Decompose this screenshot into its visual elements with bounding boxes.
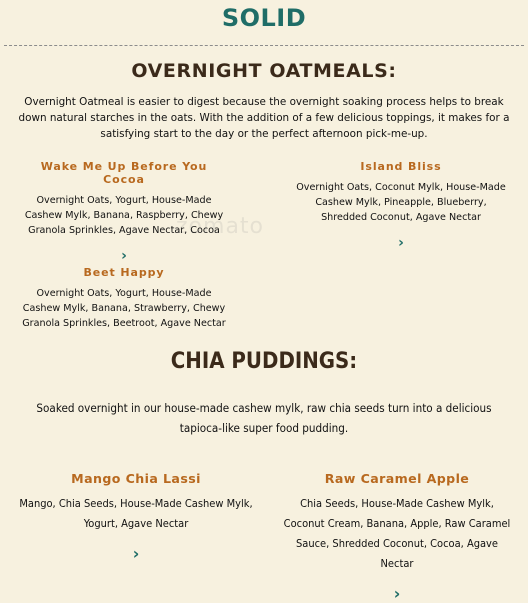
oatmeals-section-title: OVERNIGHT OATMEALS:: [131, 60, 397, 82]
menu-item-mango-chia-lassi: [16, 471, 256, 563]
menu-item-ingredients: Chia Seeds, House-Made Cashew Mylk, Coconut Cream, Banana, Apple, Raw Caramel Sauce, Shredded Coconut, Cocoa, Agave Nectar: [283, 497, 511, 570]
menu-item-name: Wake Me Up Before You Cocoa: [40, 160, 208, 186]
menu-item-island-bliss: [292, 160, 510, 251]
watermark: zomato: [176, 214, 265, 239]
menu-item-name: Beet Happy: [83, 266, 165, 279]
menu-item-ingredients: Mango, Chia Seeds, House-Made Cashew Mylk, Yogurt, Agave Nectar: [19, 497, 253, 530]
page-title: SOLID: [221, 4, 307, 32]
chevron-right-icon[interactable]: ›: [393, 584, 401, 603]
menu-item-ingredients: Overnight Oats, Coconut Mylk, House-Made Cashew Mylk, Pineapple, Blueberry, Shredded Coconut, Agave Nectar: [296, 182, 506, 223]
menu-item-name: Island Bliss: [360, 160, 442, 173]
menu-item-beet-happy: [20, 266, 228, 331]
menu-item-wake-me-up: [20, 160, 228, 264]
chevron-right-icon[interactable]: ›: [398, 235, 404, 251]
menu-item-ingredients: Overnight Oats, Yogurt, House-Made Cashew Mylk, Banana, Raspberry, Chewy Granola Sprinkles, Agave Nectar, Cocoa: [24, 195, 224, 236]
menu-item-ingredients: Overnight Oats, Yogurt, House-Made Cashew Mylk, Banana, Strawberry, Chewy Granola Sprinkles, Beetroot, Agave Nectar: [22, 288, 226, 329]
menu-item-name: Raw Caramel Apple: [324, 471, 470, 486]
chia-description: Soaked overnight in our house-made cashew mylk, raw chia seeds turn into a delicious tapioca-like super food pudding.: [36, 401, 492, 435]
chevron-right-icon[interactable]: ›: [132, 544, 140, 563]
menu-item-name: Mango Chia Lassi: [71, 471, 201, 486]
chia-section-title: CHIA PUDDINGS:: [170, 349, 358, 374]
section-divider: [4, 45, 524, 46]
chevron-right-icon[interactable]: ›: [121, 248, 127, 264]
oatmeals-description: Overnight Oatmeal is easier to digest because the overnight soaking process helps to break down natural starches in the oats. With the addition of a few delicious toppings, it makes for a satisfying start to the day or the perfect afternoon pick-me-up.: [18, 96, 510, 140]
menu-item-raw-caramel-apple: [282, 471, 512, 603]
